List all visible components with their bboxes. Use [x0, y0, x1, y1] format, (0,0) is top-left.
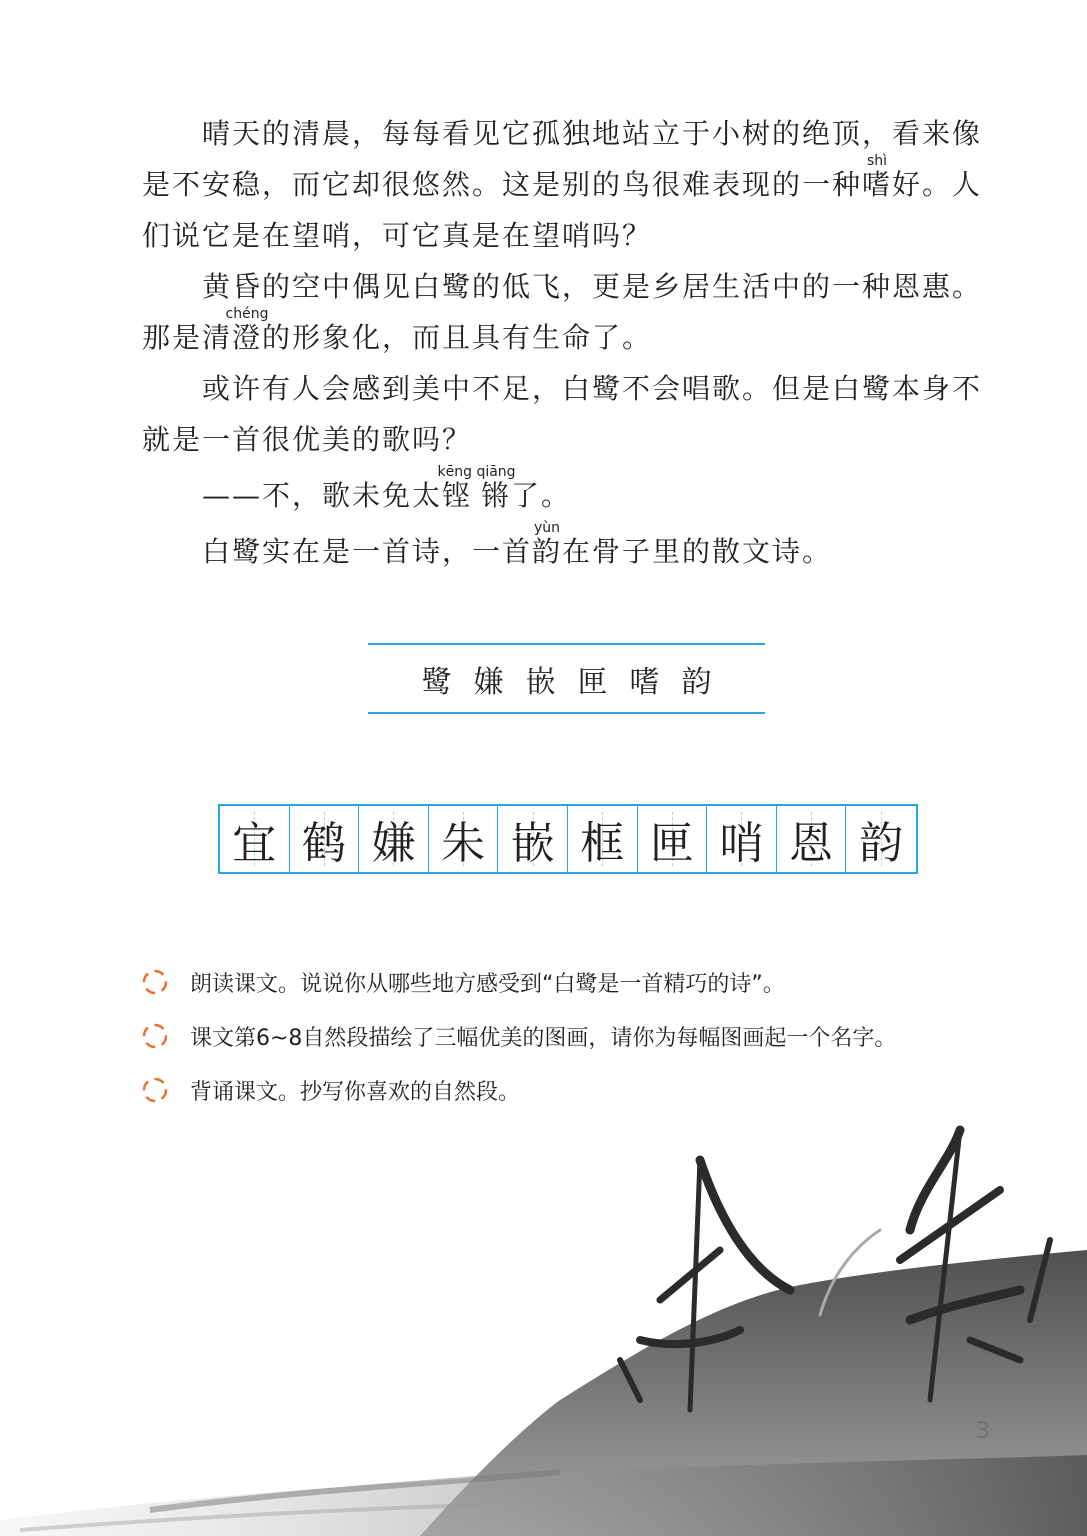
lesson-text	[142, 108, 1002, 577]
read-character: 匣	[577, 664, 608, 700]
write-character-cell: 匣	[638, 806, 708, 872]
pinyin-annotation: 嗜shì	[862, 153, 893, 201]
paragraph-5: 白鹭实在是一首诗，一首韵yùn在骨子里的散文诗。	[202, 520, 833, 568]
write-character-cell: 嫌	[359, 806, 429, 872]
write-character-cell: 框	[568, 806, 638, 872]
ink-landscape-illustration	[0, 1100, 1087, 1536]
write-character-cell: 宜	[220, 806, 290, 872]
dashed-circle-icon	[140, 1021, 170, 1051]
exercise-text: 课文第6~8自然段描绘了三幅优美的图画，请你为每幅图画起一个名字。	[190, 1025, 897, 1051]
exercise-item	[140, 1009, 1040, 1063]
write-character-cell: 韵	[846, 806, 916, 872]
exercise-list	[140, 955, 1040, 1117]
read-character: 嫌	[473, 664, 504, 700]
dashed-circle-icon	[140, 967, 170, 997]
read-character: 鹭	[421, 664, 452, 700]
paragraph-1: 晴天的清晨，每每看见它孤独地站立于小树的绝顶，看来像是不安稳，而它却很悠然。这是别的鸟很难表现的一种嗜shì好。人们说它是在望哨，可它真是在望哨吗？	[142, 117, 983, 252]
read-characters-box	[368, 643, 765, 714]
pinyin-annotation: 澄chéng	[225, 306, 269, 354]
exercise-item	[140, 955, 1040, 1009]
write-character-cell: 鹤	[290, 806, 360, 872]
paragraph-3: 或许有人会感到美中不足，白鹭不会唱歌。但是白鹭本身不就是一首很优美的歌吗？	[142, 372, 983, 456]
exercise-text: 背诵课文。抄写你喜欢的自然段。	[190, 1079, 521, 1105]
write-character-cell: 哨	[707, 806, 777, 872]
read-character: 嗜	[629, 664, 660, 700]
write-character-cell: 嵌	[498, 806, 568, 872]
pinyin-annotation: 韵yùn	[532, 520, 563, 568]
write-character-cell: 朱	[429, 806, 499, 872]
paragraph-4: ——不，歌未免太铿锵kēng qiāng了。	[202, 464, 572, 512]
paragraph-2: 黄昏的空中偶见白鹭的低飞，更是乡居生活中的一种恩惠。那是清澄chéng的形象化，而且具有生命了。	[142, 270, 983, 354]
read-character: 嵌	[525, 664, 556, 700]
write-characters-grid	[218, 804, 918, 874]
write-character-cell: 恩	[777, 806, 847, 872]
pinyin-annotation: 铿锵kēng qiāng	[437, 464, 516, 512]
read-character: 韵	[681, 664, 712, 700]
exercise-text: 朗读课文。说说你从哪些地方感受到“白鹭是一首精巧的诗”。	[190, 971, 785, 997]
